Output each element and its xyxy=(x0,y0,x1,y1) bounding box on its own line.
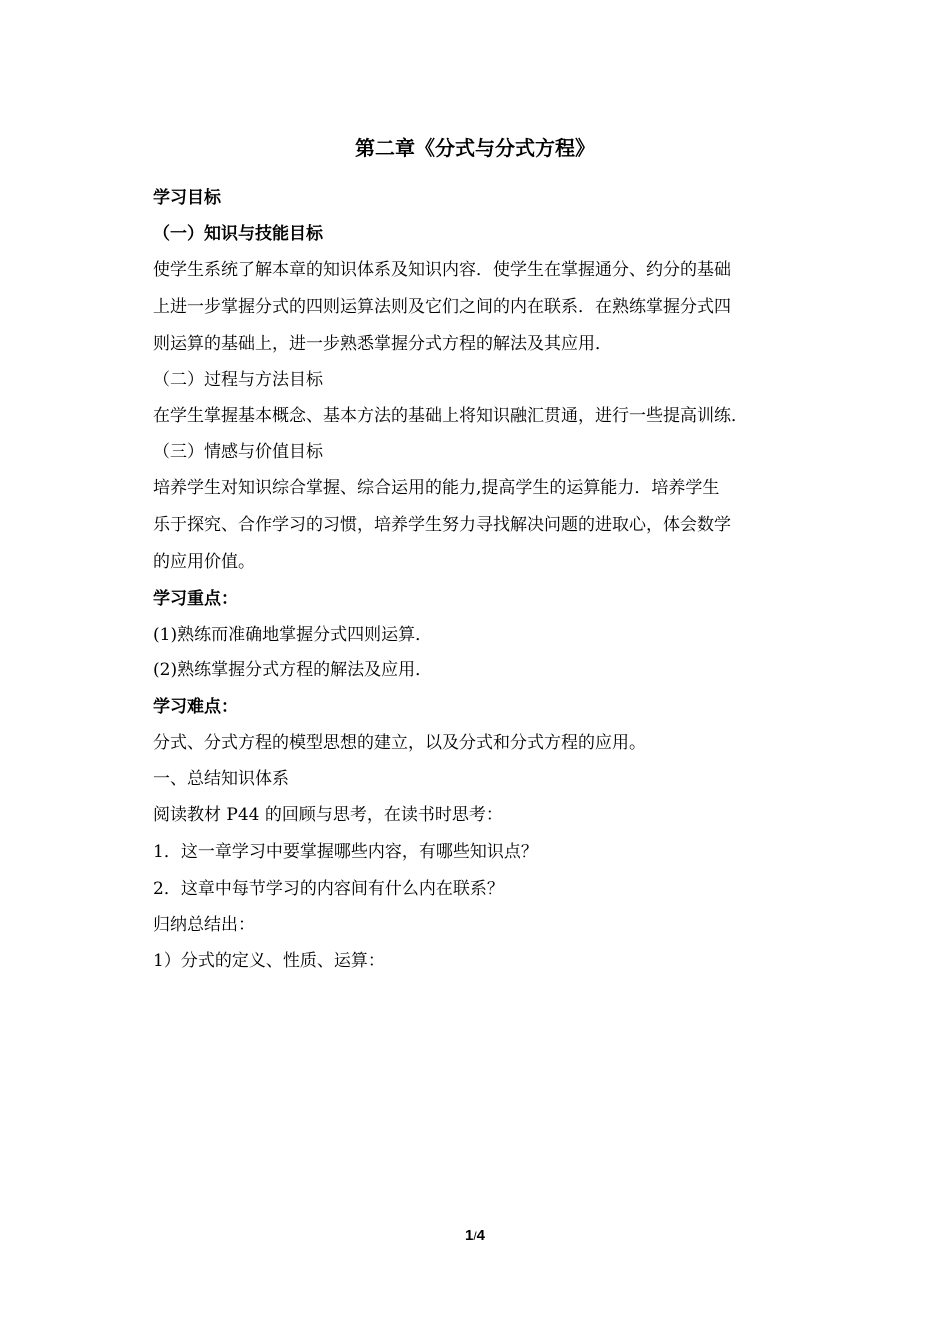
paragraph-line: 在学生掌握基本概念、基本方法的基础上将知识融汇贯通，进行一些提高训练． xyxy=(153,406,748,426)
section-heading-key-points: 学习重点： xyxy=(153,589,238,609)
paragraph-line: 培养学生对知识综合掌握、综合运用的能力,提高学生的运算能力．培养学生 xyxy=(153,478,720,498)
subheading-process-method: （二）过程与方法目标 xyxy=(153,370,323,390)
section-heading-goals: 学习目标 xyxy=(153,188,221,208)
page-number xyxy=(0,1226,950,1246)
section-heading-difficulties: 学习难点： xyxy=(153,697,238,717)
total-pages-number: 4 xyxy=(476,1227,486,1244)
paragraph-line: 阅读教材 P44 的回顾与思考，在读书时思考： xyxy=(153,805,503,825)
list-item: 1）分式的定义、性质、运算： xyxy=(153,951,385,971)
current-page-number: 1 xyxy=(464,1227,474,1244)
page-number-separator: / xyxy=(473,1229,477,1243)
list-item: 1．这一章学习中要掌握哪些内容，有哪些知识点？ xyxy=(153,842,538,862)
list-item: 2．这章中每节学习的内容间有什么内在联系？ xyxy=(153,879,504,899)
paragraph-line: 使学生系统了解本章的知识体系及知识内容．使学生在掌握通分、约分的基础 xyxy=(153,260,731,280)
page-title: 第二章《分式与分式方程》 xyxy=(355,136,595,160)
subheading-knowledge-skills: （一）知识与技能目标 xyxy=(153,224,323,244)
paragraph-line: 分式、分式方程的模型思想的建立，以及分式和分式方程的应用。 xyxy=(153,733,646,753)
paragraph-line: 归纳总结出： xyxy=(153,915,255,935)
subheading-emotion-value: （三）情感与价值目标 xyxy=(153,442,323,462)
list-item: (1)熟练而准确地掌握分式四则运算． xyxy=(153,625,433,645)
paragraph-line: 乐于探究、合作学习的习惯，培养学生努力寻找解决问题的进取心，体会数学 xyxy=(153,515,731,535)
paragraph-line: 则运算的基础上，进一步熟悉掌握分式方程的解法及其应用． xyxy=(153,334,612,354)
section-heading-summary: 一、总结知识体系 xyxy=(153,769,289,789)
paragraph-line: 上进一步掌握分式的四则运算法则及它们之间的内在联系．在熟练掌握分式四 xyxy=(153,297,731,317)
list-item: (2)熟练掌握分式方程的解法及应用． xyxy=(153,660,433,680)
paragraph-line: 的应用价值。 xyxy=(153,552,255,572)
